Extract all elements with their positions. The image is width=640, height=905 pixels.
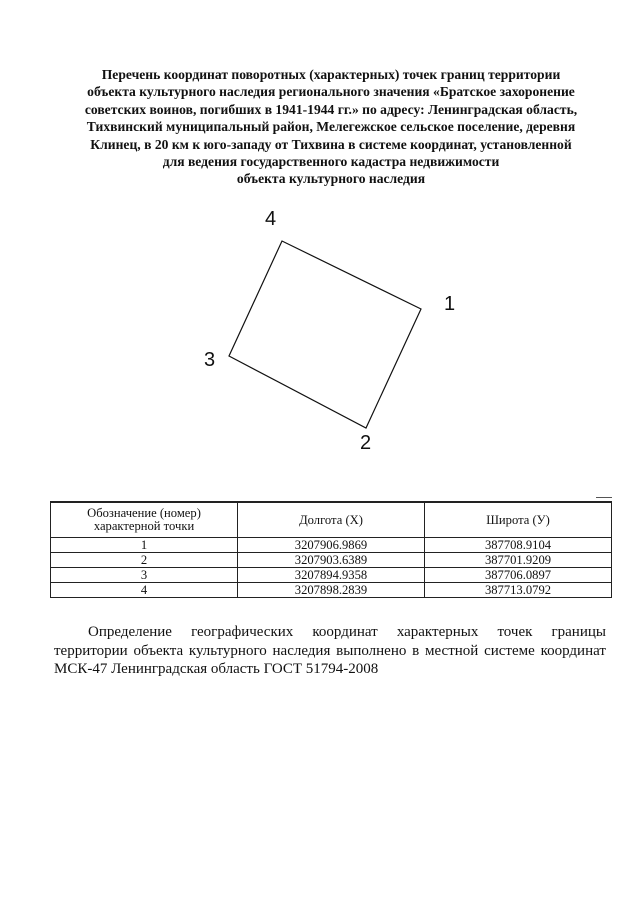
coordinates-table <box>50 502 612 598</box>
title-line: советских воинов, погибших в 1941-1944 гг.» по адресу: Ленинградская область, <box>84 101 578 117</box>
note-line-2 <box>54 642 606 661</box>
point-label-3: 3 <box>204 349 216 371</box>
title-line: объекта культурного наследия <box>236 171 426 187</box>
note-word: наследия <box>272 642 331 659</box>
cell-x: 3207906.9869 <box>238 538 425 553</box>
title-line: Перечень координат поворотных (характерных) точек границ территории <box>101 67 561 82</box>
note-word: территории <box>54 642 128 659</box>
note-word: культурного <box>188 642 267 659</box>
point-label-1: 1 <box>444 293 456 315</box>
note-word: в <box>412 642 420 659</box>
table-row <box>51 583 612 598</box>
note-word: границы <box>551 624 606 640</box>
header-point-number: Обозначение (номер) характерной точки <box>51 503 238 538</box>
cell-y: 387706.0897 <box>425 568 612 583</box>
cell-x: 3207898.2839 <box>238 583 425 598</box>
note-word: выполнено <box>336 642 407 659</box>
coordinate-system-note <box>54 623 606 679</box>
table-top-tick <box>596 497 612 498</box>
cell-x: 3207894.9358 <box>238 568 425 583</box>
cell-y: 387701.9209 <box>425 553 612 568</box>
note-line-1 <box>54 623 606 642</box>
title-line: Клинец, в 20 км к юго-западу от Тихвина в системе координат, установленной <box>90 136 572 152</box>
note-word: местной <box>425 642 479 659</box>
cell-point: 4 <box>51 583 238 598</box>
table-row <box>51 568 612 583</box>
title-line: для ведения государственного кадастра недвижимости <box>162 154 500 170</box>
cell-point: 1 <box>51 538 238 553</box>
note-word: координат <box>540 642 606 659</box>
header-latitude: Широта (У) <box>425 503 612 538</box>
header-longitude: Долгота (X) <box>238 503 425 538</box>
cell-x: 3207903.6389 <box>238 553 425 568</box>
note-word: точек <box>497 624 533 640</box>
cell-point: 2 <box>51 553 238 568</box>
cell-y: 387708.9104 <box>425 538 612 553</box>
point-label-2: 2 <box>360 432 372 454</box>
table-header-row <box>51 503 612 538</box>
cell-point: 3 <box>51 568 238 583</box>
table-row <box>51 553 612 568</box>
note-word: координат <box>312 624 378 640</box>
table-row <box>51 538 612 553</box>
note-line-3: МСК-47 Ленинградская область ГОСТ 51794-2008 <box>54 661 379 677</box>
title-line: Тихвинский муниципальный район, Мелегежское сельское поселение, деревня <box>86 119 576 135</box>
note-word: системе <box>484 642 535 659</box>
note-word: характерных <box>396 624 479 640</box>
cell-y: 387713.0792 <box>425 583 612 598</box>
boundary-polygon <box>229 241 421 428</box>
note-word: Определение <box>88 624 172 640</box>
note-word: географических <box>191 624 294 640</box>
note-word: объекта <box>133 642 184 659</box>
title-line: объекта культурного наследия регионального значения «Братское захоронение <box>87 84 575 100</box>
point-label-4: 4 <box>265 208 277 230</box>
